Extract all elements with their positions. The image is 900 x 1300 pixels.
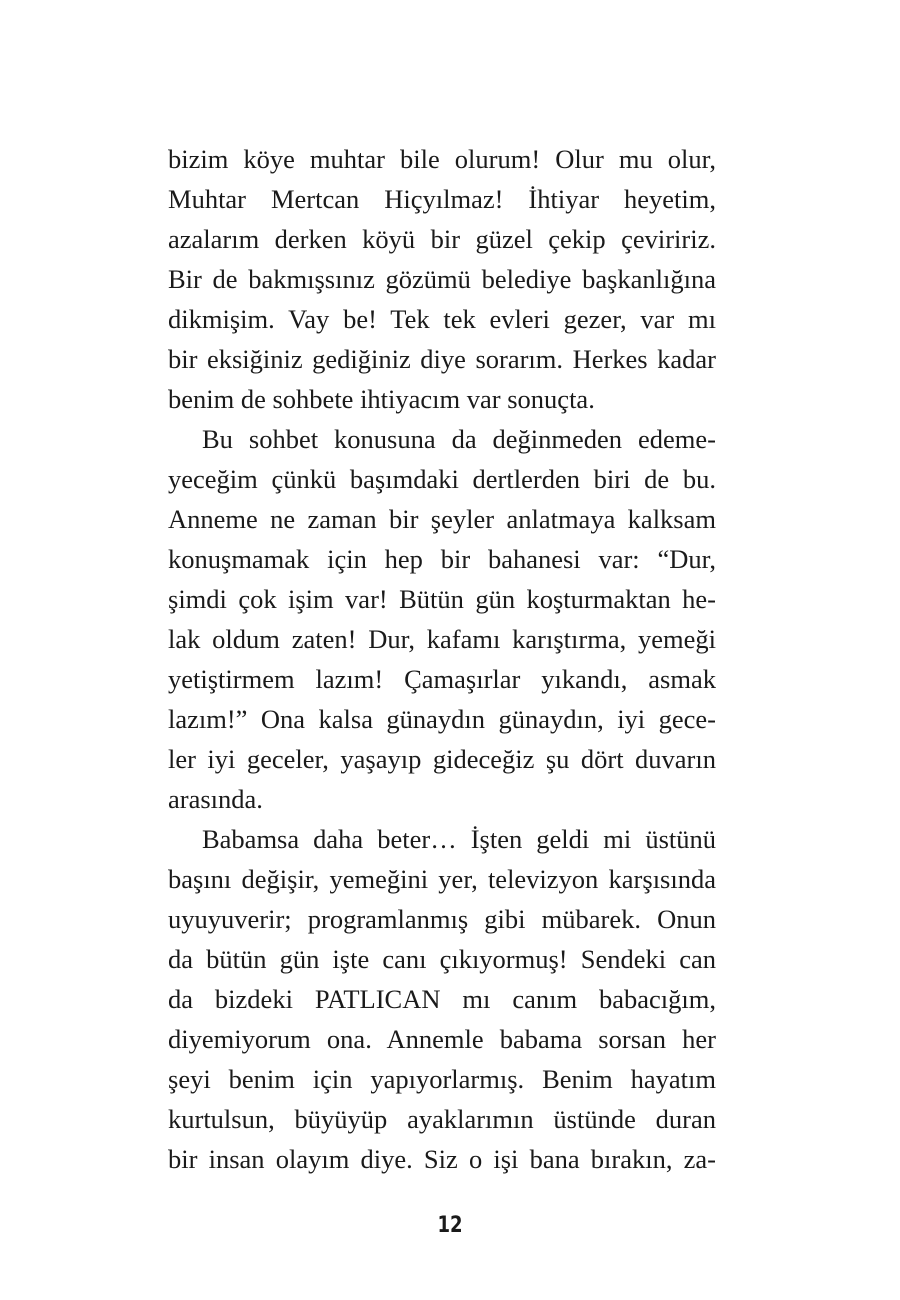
text-line: bir eksiğiniz gediğiniz diye sorarım. Herkes kadar — [168, 344, 716, 374]
text-line: diyemiyorum ona. Annemle babama sorsan her — [168, 1024, 716, 1054]
text-line: arasında. — [168, 784, 263, 814]
text-line: şeyi benim için yapıyorlarmış. Benim hayatım — [168, 1064, 716, 1094]
paragraph-1 — [168, 139, 716, 419]
text-line: azalarım derken köyü bir güzel çekip çeviririz. — [168, 224, 716, 254]
text-line: konuşmamak için hep bir bahanesi var: “Dur, — [168, 544, 716, 574]
text-line: lazım!” Ona kalsa günaydın günaydın, iyi gece- — [168, 704, 716, 734]
page-number: 12 — [437, 1213, 463, 1238]
text-line: başını değişir, yemeğini yer, televizyon karşısında — [168, 864, 716, 894]
text-line: Bu sohbet konusuna da değinmeden edeme- — [202, 424, 716, 454]
text-line: bir insan olayım diye. Siz o işi bana bırakın, za- — [168, 1144, 716, 1174]
text-line: bizim köye muhtar bile olurum! Olur mu olur, — [168, 144, 716, 174]
text-line: Babamsa daha beter… İşten geldi mi üstünü — [202, 824, 716, 854]
text-line: Muhtar Mertcan Hiçyılmaz! İhtiyar heyetim, — [168, 184, 716, 214]
text-line: şimdi çok işim var! Bütün gün koşturmaktan he- — [168, 584, 716, 614]
text-line: da bütün gün işte canı çıkıyormuş! Sendeki can — [168, 944, 716, 974]
text-line: benim de sohbete ihtiyacım var sonuçta. — [168, 384, 595, 414]
text-line: da bizdeki PATLICAN mı canım babacığım, — [168, 984, 716, 1014]
text-line: lak oldum zaten! Dur, kafamı karıştırma, yemeği — [168, 624, 716, 654]
text-line: yetiştirmem lazım! Çamaşırlar yıkandı, asmak — [168, 664, 716, 694]
text-line: Anneme ne zaman bir şeyler anlatmaya kalksam — [168, 504, 716, 534]
paragraph-3 — [168, 819, 716, 1179]
text-line: kurtulsun, büyüyüp ayaklarımın üstünde duran — [168, 1104, 716, 1134]
body-text — [168, 139, 716, 1179]
text-line: dikmişim. Vay be! Tek tek evleri gezer, var mı — [168, 304, 716, 334]
paragraph-2 — [168, 419, 716, 819]
text-line: yeceğim çünkü başımdaki dertlerden biri de bu. — [168, 464, 716, 494]
text-line: uyuyuverir; programlanmış gibi mübarek. Onun — [168, 904, 716, 934]
text-line: ler iyi geceler, yaşayıp gideceğiz şu dört duvarın — [168, 744, 716, 774]
text-line: Bir de bakmışsınız gözümü belediye başkanlığına — [168, 264, 716, 294]
